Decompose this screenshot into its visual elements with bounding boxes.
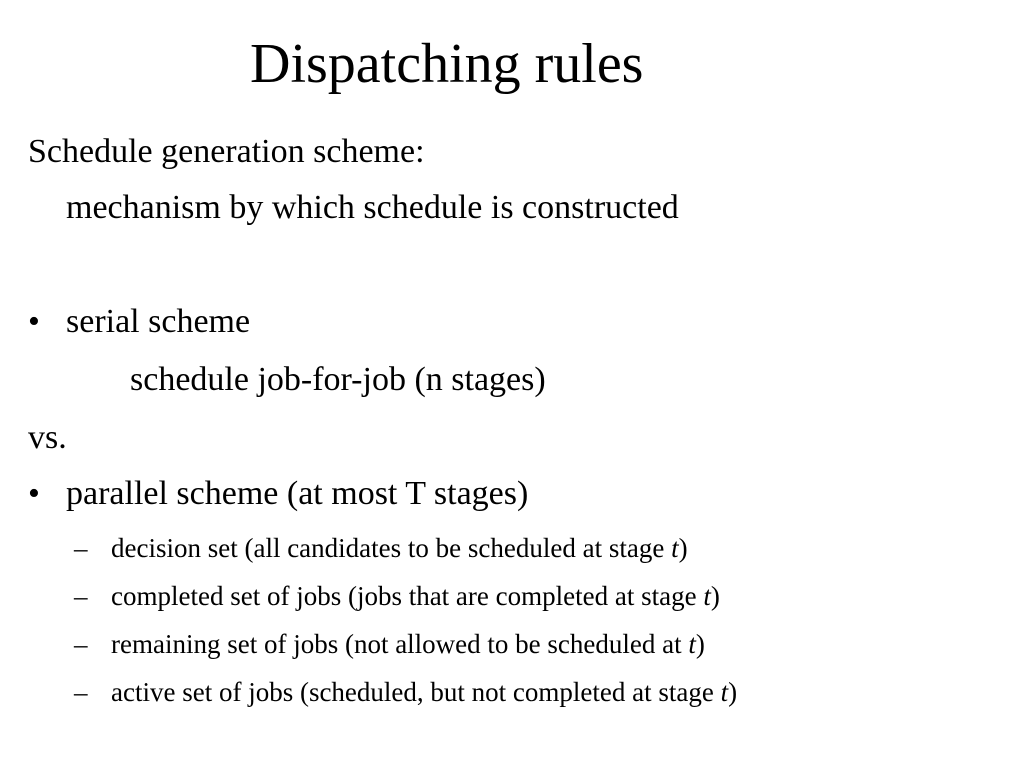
intro-heading: Schedule generation scheme: [28, 133, 425, 170]
stage-variable: t [703, 581, 711, 611]
close-paren: ) [728, 677, 738, 707]
slide-title: Dispatching rules [250, 33, 644, 95]
vs-text: vs. [28, 419, 67, 456]
stage-variable: t [720, 677, 729, 707]
stage-variable: t [688, 629, 696, 659]
completed-set-text: completed set of jobs (jobs that are completed at stage [111, 581, 704, 611]
parallel-bullet-icon: • [28, 475, 40, 512]
close-paren: ) [695, 629, 705, 659]
active-set-text: active set of jobs (scheduled, but not completed at stage [111, 677, 721, 707]
close-paren: ) [710, 581, 720, 611]
dash-icon: – [74, 629, 88, 659]
dash-icon: – [74, 533, 88, 563]
completed-set-item [111, 578, 720, 614]
dash-icon: – [74, 677, 88, 707]
close-paren: ) [678, 533, 688, 563]
remaining-set-text: remaining set of jobs (not allowed to be scheduled at [111, 629, 689, 659]
serial-scheme-detail: schedule job-for-job (n stages) [130, 361, 546, 398]
parallel-scheme-label: parallel scheme (at most T stages) [66, 475, 529, 512]
decision-set-item [111, 530, 688, 566]
stage-variable: t [671, 533, 679, 563]
decision-set-text: decision set (all candidates to be scheduled at stage [111, 533, 672, 563]
dash-icon: – [74, 581, 88, 611]
serial-bullet-icon: • [28, 303, 40, 340]
active-set-item [111, 674, 737, 710]
remaining-set-item [111, 626, 705, 662]
intro-text: mechanism by which schedule is constructed [66, 189, 679, 226]
serial-scheme-label: serial scheme [66, 303, 251, 340]
